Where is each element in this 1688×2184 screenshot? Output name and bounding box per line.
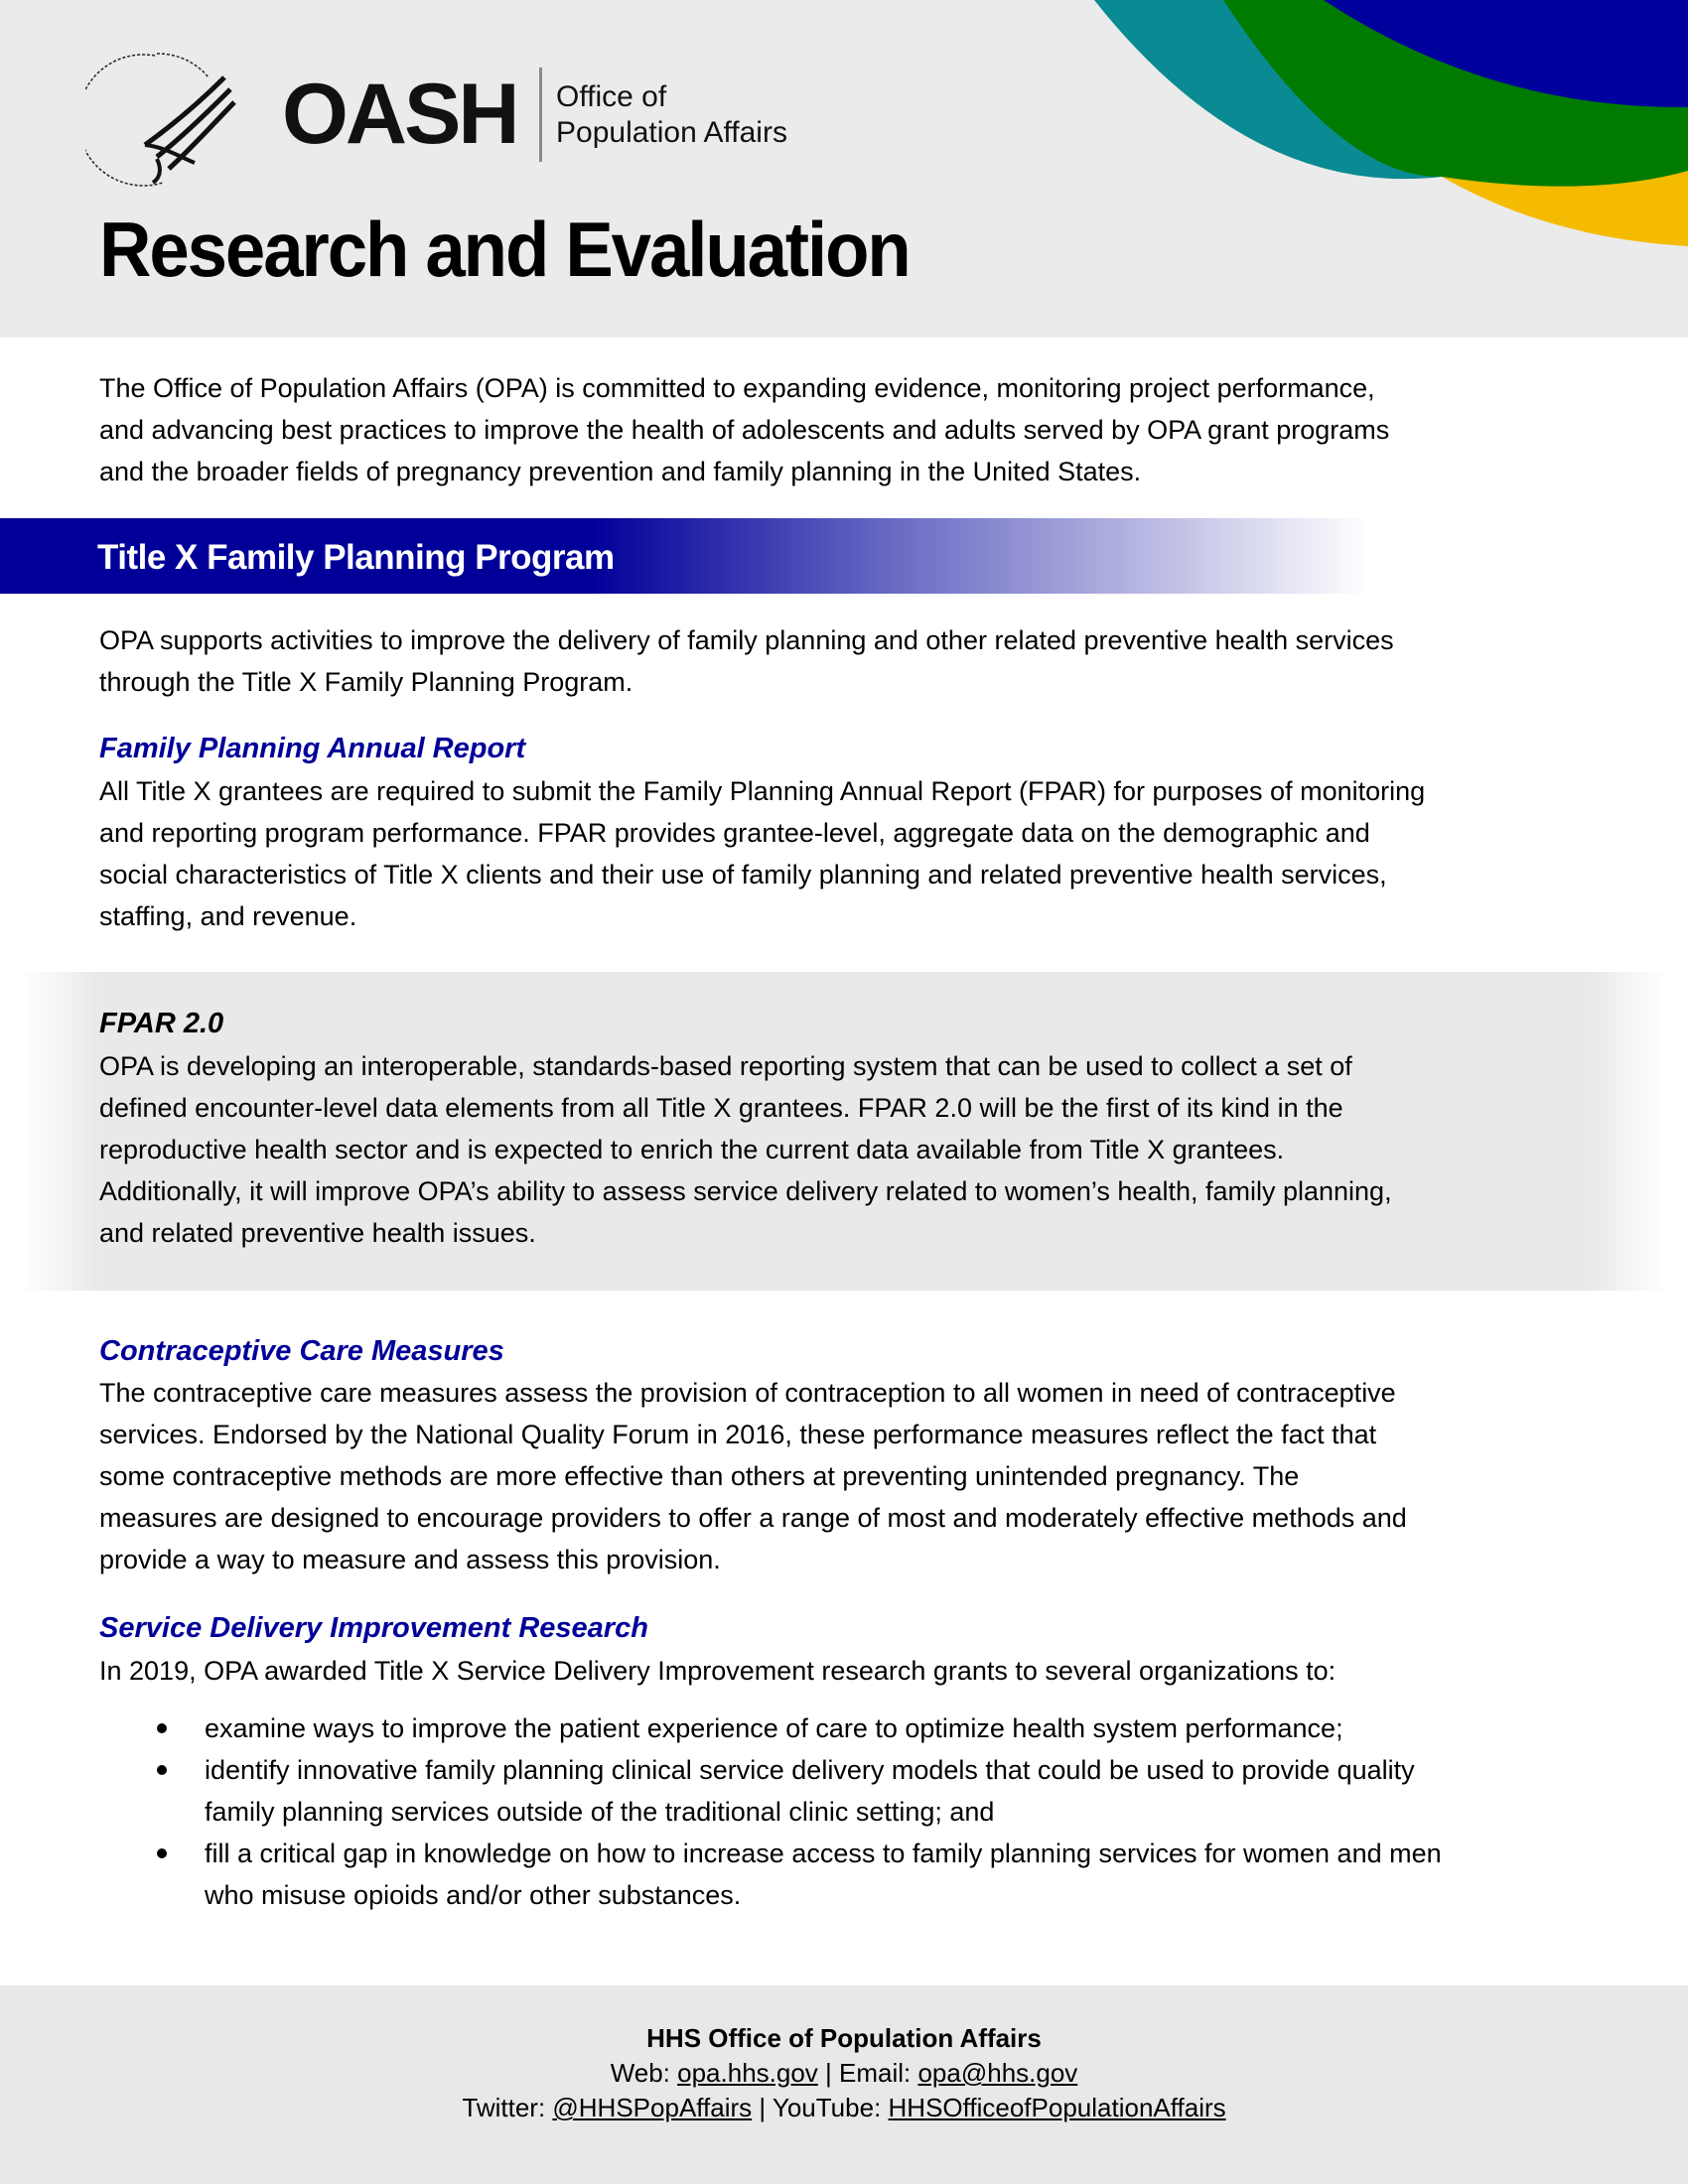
- youtube-link[interactable]: HHSOfficeofPopulationAffairs: [888, 2093, 1226, 2122]
- list-item: [99, 1833, 1442, 1916]
- fpar2-line: defined encounter-level data elements from all Title X grantees. FPAR 2.0 will be the first of its kind in the: [99, 1093, 1343, 1123]
- youtube-label: YouTube:: [772, 2093, 889, 2122]
- fpar-line: social characteristics of Title X clients and their use of family planning and related preventive health services,: [99, 860, 1387, 889]
- section-intro-line: through the Title X Family Planning Program.: [99, 667, 633, 697]
- logo-divider: [539, 68, 542, 162]
- fpar-heading: Family Planning Annual Report: [99, 733, 526, 764]
- intro-line: and advancing best practices to improve the health of adolescents and adults served by OPA grant programs: [99, 415, 1390, 445]
- fpar2-line: and related preventive health issues.: [99, 1218, 536, 1248]
- list-item: [99, 1749, 1442, 1833]
- fpar2-heading: FPAR 2.0: [99, 1008, 224, 1039]
- service-delivery-intro: [99, 1650, 1336, 1692]
- list-item-line: identify innovative family planning clinical service delivery models that could be used to provide quality: [205, 1755, 1415, 1785]
- section-title: Title X Family Planning Program: [97, 538, 615, 577]
- service-delivery-heading: Service Delivery Improvement Research: [99, 1612, 648, 1644]
- twitter-link[interactable]: @HHSPopAffairs: [552, 2093, 753, 2122]
- list-item: [99, 1707, 1442, 1749]
- contraceptive-line: The contraceptive care measures assess the provision of contraception to all women in need of contraceptive: [99, 1378, 1396, 1408]
- footer-contact: [0, 2021, 1688, 2125]
- web-label: Web:: [610, 2058, 678, 2088]
- contraceptive-line: provide a way to measure and assess this provision.: [99, 1545, 721, 1574]
- section-intro-line: OPA supports activities to improve the delivery of family planning and other related preventive health services: [99, 625, 1394, 655]
- email-link[interactable]: opa@hhs.gov: [917, 2058, 1078, 2088]
- hhs-seal-logo: [85, 48, 240, 189]
- contraceptive-heading: Contraceptive Care Measures: [99, 1335, 504, 1367]
- web-link[interactable]: opa.hhs.gov: [677, 2058, 818, 2088]
- list-item-line: examine ways to improve the patient experience of care to optimize health system performance;: [205, 1713, 1343, 1743]
- office-name-line2: Population Affairs: [556, 116, 787, 149]
- office-name-line1: Office of: [556, 80, 667, 113]
- contraceptive-line: some contraceptive methods are more effective than others at preventing unintended pregnancy. The: [99, 1461, 1300, 1491]
- section-intro-paragraph: [99, 619, 1394, 703]
- email-label: Email:: [839, 2058, 918, 2088]
- service-delivery-bullet-list: [99, 1707, 1442, 1916]
- intro-line: The Office of Population Affairs (OPA) is committed to expanding evidence, monitoring project performance,: [99, 373, 1375, 403]
- bullet-icon: [157, 1765, 167, 1775]
- oash-wordmark: OASH: [282, 67, 517, 162]
- fpar-paragraph: [99, 770, 1425, 937]
- contraceptive-line: services. Endorsed by the National Quality Forum in 2016, these performance measures reflect the fact that: [99, 1420, 1377, 1449]
- fpar2-paragraph: [99, 1045, 1392, 1254]
- list-item-line: family planning services outside of the traditional clinic setting; and: [205, 1797, 995, 1827]
- twitter-label: Twitter:: [462, 2093, 553, 2122]
- footer-separator: |: [817, 2058, 839, 2088]
- contraceptive-line: measures are designed to encourage providers to offer a range of most and moderately effective methods and: [99, 1503, 1407, 1533]
- bullet-icon: [157, 1848, 167, 1858]
- office-name: [556, 79, 787, 151]
- fpar-line: staffing, and revenue.: [99, 901, 357, 931]
- contraceptive-paragraph: [99, 1372, 1407, 1580]
- fpar2-line: OPA is developing an interoperable, standards-based reporting system that can be used to collect a set of: [99, 1051, 1352, 1081]
- fpar2-line: reproductive health sector and is expected to enrich the current data available from Title X grantees.: [99, 1135, 1285, 1164]
- footer: [0, 1985, 1688, 2184]
- footer-org-name: HHS Office of Population Affairs: [646, 2023, 1042, 2053]
- list-item-line: who misuse opioids and/or other substances.: [205, 1880, 742, 1910]
- intro-paragraph: [99, 367, 1389, 492]
- service-delivery-intro-line: In 2019, OPA awarded Title X Service Delivery Improvement research grants to several organizations to:: [99, 1656, 1336, 1686]
- fpar-line: and reporting program performance. FPAR provides grantee-level, aggregate data on the demographic and: [99, 818, 1370, 848]
- intro-line: and the broader fields of pregnancy prevention and family planning in the United States.: [99, 457, 1142, 486]
- fpar-line: All Title X grantees are required to submit the Family Planning Annual Report (FPAR) for purposes of monitoring: [99, 776, 1426, 806]
- fpar2-line: Additionally, it will improve OPA’s ability to assess service delivery related to women’s health, family planning,: [99, 1176, 1392, 1206]
- page-title: Research and Evaluation: [99, 205, 910, 293]
- list-item-line: fill a critical gap in knowledge on how to increase access to family planning services for women and men: [205, 1839, 1442, 1868]
- footer-social-line: [0, 2091, 1688, 2125]
- footer-separator: |: [752, 2093, 773, 2122]
- footer-web-email-line: [0, 2056, 1688, 2091]
- bullet-icon: [157, 1723, 167, 1733]
